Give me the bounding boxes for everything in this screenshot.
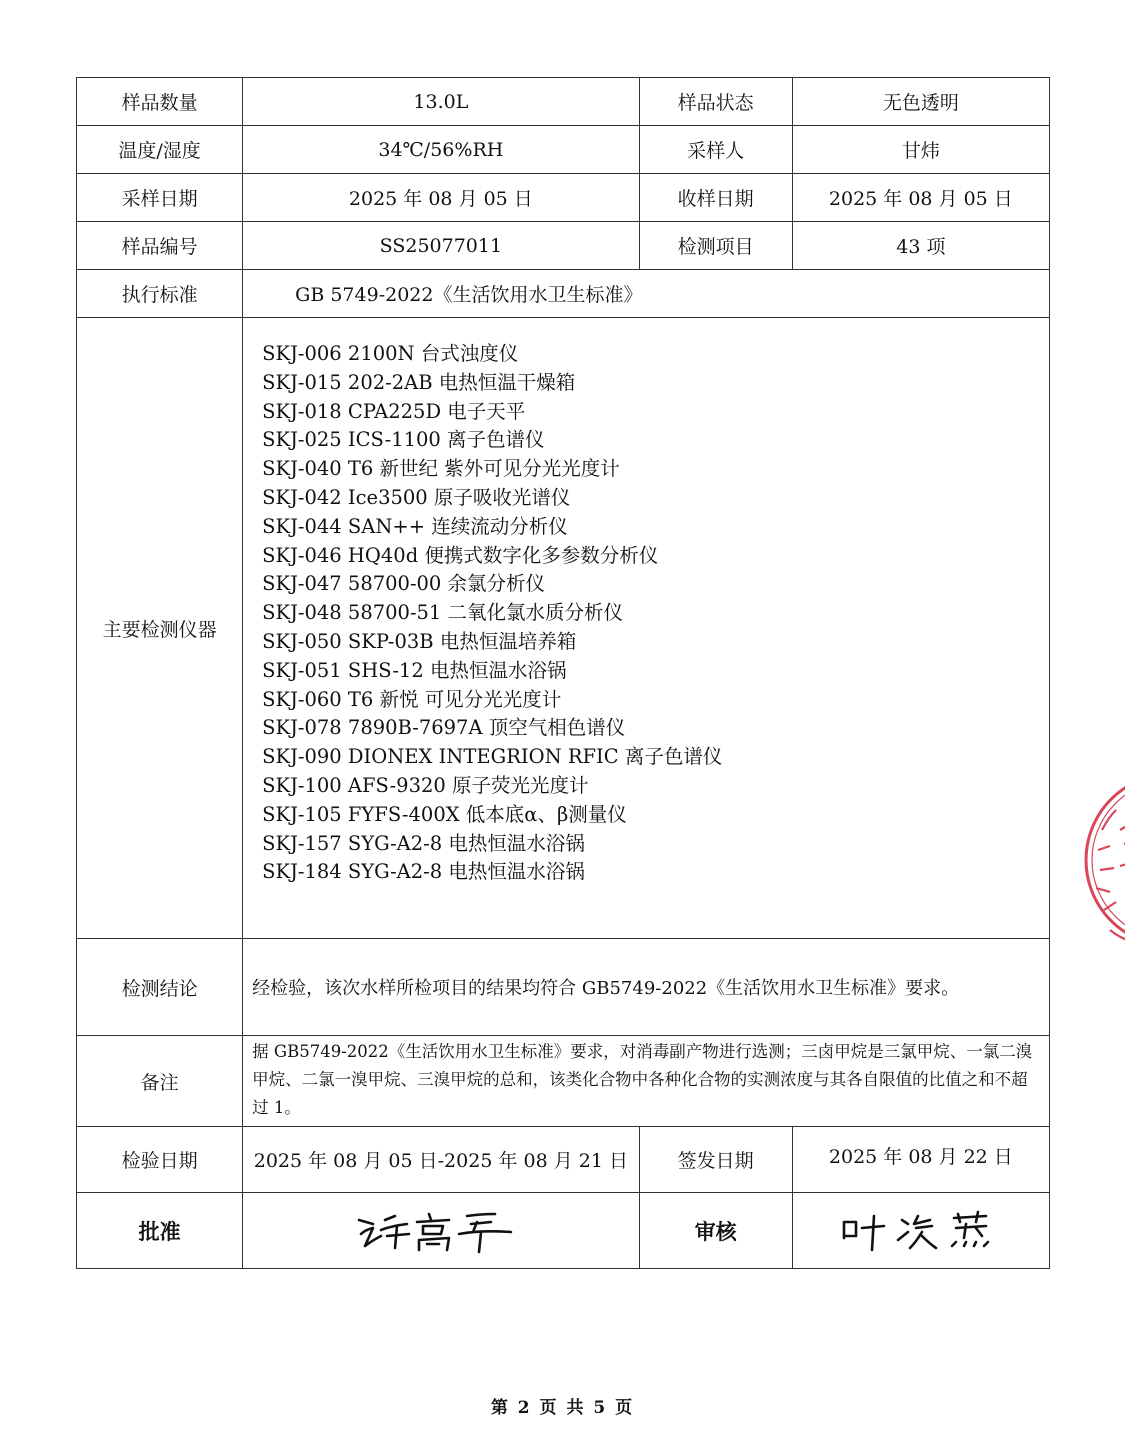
value-issue-date: 2025 年 08 月 22 日: [792, 1127, 1049, 1193]
label-sample-qty: 样品数量: [77, 78, 243, 126]
signature-approver-image: [351, 1206, 531, 1256]
instrument-item: SKJ-046 HQ40d 便携式数字化多参数分析仪: [262, 543, 659, 567]
row-remarks: [77, 1036, 1050, 1127]
conclusion-text: 经检验，该次水样所检项目的结果均符合 GB5749-2022《生活饮用水卫生标准》要求。: [243, 939, 1050, 1036]
label-approve: 批准: [77, 1193, 243, 1269]
row-sample-qty: [77, 78, 1050, 126]
instrument-list: [243, 318, 1050, 939]
label-conclusion: 检测结论: [77, 939, 243, 1036]
row-sample-no: [77, 222, 1050, 270]
label-receipt-date: 收样日期: [639, 174, 792, 222]
value-test-date: 2025 年 08 月 05 日-2025 年 08 月 21 日: [243, 1127, 639, 1193]
instrument-item: SKJ-042 Ice3500 原子吸收光谱仪: [262, 485, 571, 509]
instrument-item: SKJ-105 FYFS-400X 低本底α、β测量仪: [262, 802, 627, 826]
value-sample-state: 无色透明: [792, 78, 1049, 126]
report-table: [76, 77, 1050, 1269]
label-remarks: 备注: [77, 1036, 243, 1127]
value-receipt-date: 2025 年 08 月 05 日: [792, 174, 1049, 222]
label-test-date: 检验日期: [77, 1127, 243, 1193]
row-sampling-date: [77, 174, 1050, 222]
instrument-item: SKJ-047 58700-00 余氯分析仪: [262, 572, 546, 596]
label-sample-state: 样品状态: [639, 78, 792, 126]
reviewer-signature: [792, 1193, 1049, 1269]
label-instruments: 主要检测仪器: [77, 318, 243, 939]
signature-reviewer-image: [836, 1206, 1006, 1256]
instrument-item: SKJ-051 SHS-12 电热恒温水浴锅: [262, 658, 567, 682]
value-sample-no: SS25077011: [243, 222, 639, 270]
value-sample-qty: 13.0L: [243, 78, 639, 126]
value-temp-humidity: 34℃/56%RH: [243, 126, 639, 174]
instrument-item: SKJ-184 SYG-A2-8 电热恒温水浴锅: [262, 860, 585, 884]
label-test-items: 检测项目: [639, 222, 792, 270]
official-seal-stamp: [1080, 770, 1125, 970]
row-conclusion: [77, 939, 1050, 1036]
instrument-item: SKJ-048 58700-51 二氧化氯水质分析仪: [262, 601, 624, 625]
remarks-text: 据 GB5749-2022《生活饮用水卫生标准》要求，对消毒副产物进行选测；三卤甲烷是三氯甲烷、一氯二溴甲烷、二氯一溴甲烷、三溴甲烷的总和，该类化合物中各种化合物的实测浓度与其各自限值的比值之和不超过 1。: [243, 1036, 1050, 1127]
row-instruments: [77, 318, 1050, 939]
value-sampling-date: 2025 年 08 月 05 日: [243, 174, 639, 222]
instrument-item: SKJ-044 SAN++ 连续流动分析仪: [262, 514, 568, 538]
row-dates: [77, 1127, 1050, 1193]
instrument-item: SKJ-040 T6 新世纪 紫外可见分光光度计: [262, 457, 620, 481]
label-sample-no: 样品编号: [77, 222, 243, 270]
instrument-item: SKJ-157 SYG-A2-8 电热恒温水浴锅: [262, 831, 585, 855]
value-standard: GB 5749-2022《生活饮用水卫生标准》: [243, 270, 1050, 318]
instrument-item: SKJ-050 SKP-03B 电热恒温培养箱: [262, 629, 577, 653]
instrument-item: SKJ-078 7890B-7697A 顶空气相色谱仪: [262, 716, 626, 740]
row-temp-humidity: [77, 126, 1050, 174]
label-temp-humidity: 温度/湿度: [77, 126, 243, 174]
label-sampling-date: 采样日期: [77, 174, 243, 222]
instrument-item: SKJ-015 202-2AB 电热恒温干燥箱: [262, 370, 576, 394]
approver-signature: [243, 1193, 639, 1269]
instrument-item: SKJ-060 T6 新悦 可见分光光度计: [262, 687, 562, 711]
instrument-item: SKJ-100 AFS-9320 原子荧光光度计: [262, 773, 589, 797]
value-test-items: 43 项: [792, 222, 1049, 270]
label-sampler: 采样人: [639, 126, 792, 174]
value-sampler: 甘炜: [792, 126, 1049, 174]
label-issue-date: 签发日期: [639, 1127, 792, 1193]
instrument-item: SKJ-006 2100N 台式浊度仪: [262, 342, 519, 365]
row-approval: [77, 1193, 1050, 1269]
label-review: 审核: [639, 1193, 792, 1269]
instrument-item: SKJ-090 DIONEX INTEGRION RFIC 离子色谱仪: [262, 745, 723, 769]
instrument-item: SKJ-018 CPA225D 电子天平: [262, 399, 526, 423]
page-footer: 第 2 页 共 5 页: [490, 1398, 635, 1418]
row-standard: [77, 270, 1050, 318]
instrument-item: SKJ-025 ICS-1100 离子色谱仪: [262, 428, 545, 452]
label-standard: 执行标准: [77, 270, 243, 318]
